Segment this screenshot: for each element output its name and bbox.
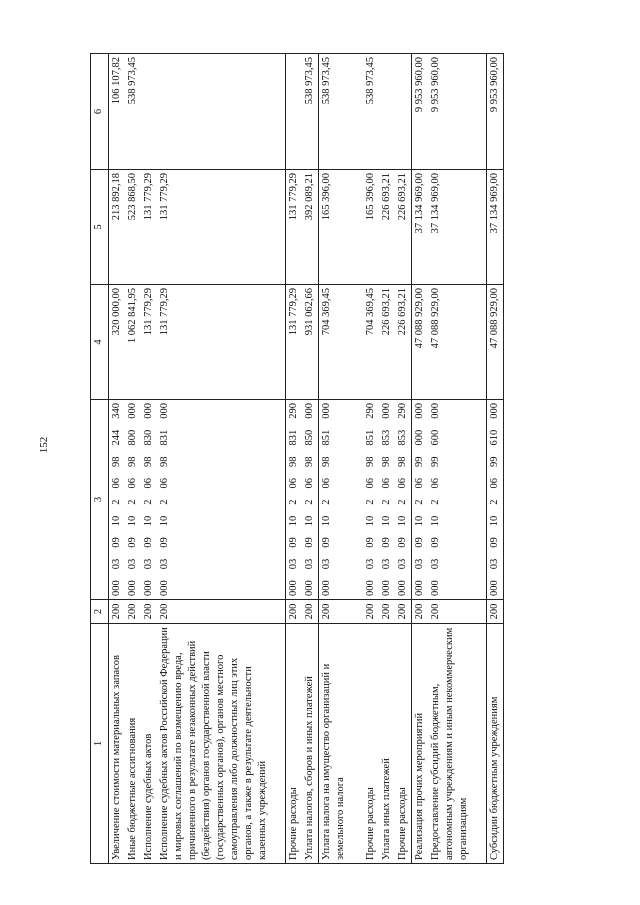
code-part: 000 bbox=[288, 580, 299, 596]
code-part: 000 bbox=[321, 580, 332, 596]
row-col4: 704 369,45 bbox=[319, 285, 350, 400]
code-part: 03 bbox=[489, 558, 500, 570]
row-codes bbox=[302, 400, 319, 600]
code-part: 600 bbox=[430, 429, 441, 446]
code-group bbox=[488, 403, 502, 596]
row-codes bbox=[125, 400, 141, 600]
table-row bbox=[363, 54, 379, 864]
spacer-row bbox=[472, 54, 487, 864]
code-part: 290 bbox=[365, 403, 376, 419]
code-part: 2 bbox=[304, 499, 315, 505]
code-part: 09 bbox=[127, 537, 138, 548]
code-part: 2 bbox=[489, 499, 500, 505]
row-col5: 213 892,18 bbox=[109, 170, 126, 285]
code-part: 10 bbox=[127, 515, 138, 527]
table-row bbox=[141, 54, 157, 864]
row-col6 bbox=[395, 54, 412, 170]
code-part: 000 bbox=[381, 403, 392, 419]
code-part: 06 bbox=[143, 478, 154, 489]
row-col2: 200 bbox=[141, 600, 157, 624]
spacer-cell bbox=[349, 400, 363, 600]
spacer-cell bbox=[271, 624, 286, 864]
spacer-cell bbox=[271, 600, 286, 624]
row-col6: 106 107,82 bbox=[109, 54, 126, 170]
spacer-cell bbox=[349, 54, 363, 170]
row-name: Иные бюджетные ассигнования bbox=[125, 624, 141, 864]
code-part: 09 bbox=[430, 537, 441, 548]
code-part: 03 bbox=[288, 558, 299, 570]
code-part: 000 bbox=[111, 580, 122, 596]
table-row bbox=[302, 54, 319, 864]
row-name: Прочие расходы bbox=[286, 624, 303, 864]
spacer-cell bbox=[271, 285, 286, 400]
code-part: 09 bbox=[397, 537, 408, 548]
code-part: 2 bbox=[127, 499, 138, 505]
table-row bbox=[319, 54, 350, 864]
code-part: 06 bbox=[365, 478, 376, 489]
row-name: Уплата налога на имущество организаций и земельного налога bbox=[319, 624, 350, 864]
spacer-cell bbox=[472, 600, 487, 624]
code-part: 831 bbox=[288, 429, 299, 446]
code-group bbox=[380, 403, 394, 596]
code-part: 2 bbox=[321, 499, 332, 505]
row-codes bbox=[487, 400, 504, 600]
row-col2: 200 bbox=[487, 600, 504, 624]
code-part: 09 bbox=[288, 537, 299, 548]
code-part: 2 bbox=[430, 499, 441, 505]
code-part: 10 bbox=[365, 515, 376, 527]
row-col6: 538 973,45 bbox=[319, 54, 350, 170]
row-col4: 320 000,00 bbox=[109, 285, 126, 400]
code-part: 2 bbox=[159, 499, 170, 505]
code-part: 06 bbox=[397, 478, 408, 489]
code-part: 000 bbox=[159, 580, 170, 596]
code-group bbox=[396, 403, 410, 596]
spacer-cell bbox=[271, 170, 286, 285]
code-part: 03 bbox=[397, 558, 408, 570]
row-col4: 931 062,66 bbox=[302, 285, 319, 400]
row-col6: 9 953 960,00 bbox=[428, 54, 472, 170]
code-part: 98 bbox=[111, 456, 122, 467]
code-part: 98 bbox=[381, 456, 392, 467]
code-part: 09 bbox=[304, 537, 315, 548]
table-row bbox=[487, 54, 504, 864]
row-col5: 37 134 969,00 bbox=[487, 170, 504, 285]
row-col2: 200 bbox=[428, 600, 472, 624]
row-name: Прочие расходы bbox=[395, 624, 412, 864]
code-part: 06 bbox=[159, 478, 170, 489]
code-part: 850 bbox=[304, 429, 315, 446]
code-part: 2 bbox=[288, 499, 299, 505]
code-part: 2 bbox=[365, 499, 376, 505]
code-part: 000 bbox=[321, 403, 332, 419]
code-part: 000 bbox=[127, 403, 138, 419]
budget-table bbox=[90, 53, 504, 864]
code-part: 830 bbox=[143, 429, 154, 446]
page-number: 152 bbox=[38, 436, 50, 454]
code-part: 98 bbox=[127, 456, 138, 467]
row-col4: 1 062 841,95 bbox=[125, 285, 141, 400]
code-part: 06 bbox=[321, 478, 332, 489]
code-part: 06 bbox=[381, 478, 392, 489]
code-group bbox=[429, 403, 443, 596]
header-cell: 3 bbox=[91, 400, 109, 600]
code-part: 2 bbox=[397, 499, 408, 505]
row-name: Увеличение стоимости материальных запасов bbox=[109, 624, 126, 864]
row-col5: 226 693,21 bbox=[379, 170, 395, 285]
row-name: Реализация прочих мероприятий bbox=[412, 624, 429, 864]
code-part: 000 bbox=[414, 403, 425, 419]
code-part: 000 bbox=[381, 580, 392, 596]
code-part: 000 bbox=[143, 403, 154, 419]
code-part: 000 bbox=[304, 403, 315, 419]
row-col2: 200 bbox=[319, 600, 350, 624]
row-col6: 538 973,45 bbox=[125, 54, 141, 170]
code-part: 2 bbox=[381, 499, 392, 505]
row-codes bbox=[412, 400, 429, 600]
code-group bbox=[142, 403, 156, 596]
rotated-page bbox=[90, 54, 504, 864]
header-cell: 1 bbox=[91, 624, 109, 864]
row-codes bbox=[109, 400, 126, 600]
code-part: 10 bbox=[304, 515, 315, 527]
spacer-cell bbox=[271, 54, 286, 170]
code-part: 10 bbox=[381, 515, 392, 527]
code-part: 98 bbox=[143, 456, 154, 467]
row-col5: 392 089,21 bbox=[302, 170, 319, 285]
table-row bbox=[125, 54, 141, 864]
code-part: 10 bbox=[321, 515, 332, 527]
code-part: 99 bbox=[414, 456, 425, 467]
code-part: 2 bbox=[111, 499, 122, 505]
code-part: 03 bbox=[414, 558, 425, 570]
header-cell: 5 bbox=[91, 170, 109, 285]
row-col2: 200 bbox=[157, 600, 271, 624]
row-col6: 538 973,45 bbox=[302, 54, 319, 170]
code-group bbox=[110, 403, 124, 596]
code-part: 10 bbox=[397, 515, 408, 527]
code-part: 10 bbox=[159, 515, 170, 527]
row-col6: 9 953 960,00 bbox=[412, 54, 429, 170]
row-col2: 200 bbox=[109, 600, 126, 624]
spacer-cell bbox=[472, 54, 487, 170]
row-codes bbox=[286, 400, 303, 600]
row-col5: 131 779,29 bbox=[286, 170, 303, 285]
code-part: 000 bbox=[414, 580, 425, 596]
spacer-cell bbox=[349, 600, 363, 624]
header-row bbox=[91, 54, 109, 864]
code-part: 000 bbox=[430, 403, 441, 419]
code-part: 244 bbox=[111, 429, 122, 446]
code-part: 10 bbox=[430, 515, 441, 527]
code-part: 09 bbox=[414, 537, 425, 548]
code-part: 10 bbox=[143, 515, 154, 527]
code-part: 03 bbox=[127, 558, 138, 570]
row-codes bbox=[141, 400, 157, 600]
code-part: 98 bbox=[365, 456, 376, 467]
row-col5: 165 396,00 bbox=[319, 170, 350, 285]
code-part: 06 bbox=[414, 478, 425, 489]
header-cell: 2 bbox=[91, 600, 109, 624]
table-row bbox=[109, 54, 126, 864]
code-part: 03 bbox=[304, 558, 315, 570]
row-name: Субсидии бюджетным учреждениям bbox=[487, 624, 504, 864]
row-codes bbox=[363, 400, 379, 600]
row-col2: 200 bbox=[395, 600, 412, 624]
row-col2: 200 bbox=[125, 600, 141, 624]
code-part: 09 bbox=[489, 537, 500, 548]
code-group bbox=[126, 403, 140, 596]
code-part: 290 bbox=[288, 403, 299, 419]
row-codes bbox=[379, 400, 395, 600]
table-row bbox=[395, 54, 412, 864]
code-part: 000 bbox=[127, 580, 138, 596]
spacer-cell bbox=[472, 170, 487, 285]
code-part: 290 bbox=[397, 403, 408, 419]
code-part: 000 bbox=[414, 429, 425, 446]
code-part: 853 bbox=[397, 429, 408, 446]
table-row bbox=[286, 54, 303, 864]
row-col2: 200 bbox=[412, 600, 429, 624]
code-part: 610 bbox=[489, 429, 500, 446]
code-part: 09 bbox=[365, 537, 376, 548]
row-name: Предоставление субсидий бюджетным, автономным учреждениям и иным некоммерческим организациям bbox=[428, 624, 472, 864]
code-part: 10 bbox=[288, 515, 299, 527]
spacer-row bbox=[271, 54, 286, 864]
row-col5: 523 868,50 bbox=[125, 170, 141, 285]
code-part: 831 bbox=[159, 429, 170, 446]
row-codes bbox=[157, 400, 271, 600]
row-col5: 37 134 969,00 bbox=[428, 170, 472, 285]
row-col4: 131 779,29 bbox=[157, 285, 271, 400]
code-part: 09 bbox=[159, 537, 170, 548]
code-part: 2 bbox=[414, 499, 425, 505]
spacer-cell bbox=[472, 400, 487, 600]
code-part: 03 bbox=[321, 558, 332, 570]
spacer-cell bbox=[472, 285, 487, 400]
code-part: 2 bbox=[143, 499, 154, 505]
row-col4: 131 779,29 bbox=[141, 285, 157, 400]
code-part: 06 bbox=[304, 478, 315, 489]
row-col2: 200 bbox=[379, 600, 395, 624]
code-part: 800 bbox=[127, 429, 138, 446]
code-part: 98 bbox=[397, 456, 408, 467]
row-col6 bbox=[141, 54, 157, 170]
code-part: 03 bbox=[381, 558, 392, 570]
code-part: 851 bbox=[321, 429, 332, 446]
row-codes bbox=[395, 400, 412, 600]
row-col4: 131 779,29 bbox=[286, 285, 303, 400]
row-col4: 47 088 929,00 bbox=[412, 285, 429, 400]
code-group bbox=[413, 403, 427, 596]
code-part: 99 bbox=[430, 456, 441, 467]
code-part: 03 bbox=[143, 558, 154, 570]
row-col5: 37 134 969,00 bbox=[412, 170, 429, 285]
code-part: 000 bbox=[365, 580, 376, 596]
row-name: Уплата иных платежей bbox=[379, 624, 395, 864]
code-part: 98 bbox=[288, 456, 299, 467]
code-part: 99 bbox=[489, 456, 500, 467]
table-row bbox=[157, 54, 271, 864]
code-part: 000 bbox=[143, 580, 154, 596]
spacer-cell bbox=[271, 400, 286, 600]
code-part: 853 bbox=[381, 429, 392, 446]
code-part: 10 bbox=[489, 515, 500, 527]
row-name: Исполнение судебных актов Российской Федерации и мировых соглашений по возмещению вреда, причиненного в результате незаконных действий (бездействия) органов государственной власти (государственных органов), органов местного самоуправления либо должностных лиц этих органов, а также в результате деятельности казенных учреждений bbox=[157, 624, 271, 864]
table-row bbox=[379, 54, 395, 864]
code-part: 000 bbox=[304, 580, 315, 596]
row-col4: 47 088 929,00 bbox=[487, 285, 504, 400]
spacer-row bbox=[349, 54, 363, 864]
spacer-cell bbox=[349, 170, 363, 285]
row-col6 bbox=[379, 54, 395, 170]
code-part: 03 bbox=[159, 558, 170, 570]
code-group bbox=[158, 403, 172, 596]
code-part: 98 bbox=[304, 456, 315, 467]
code-part: 03 bbox=[111, 558, 122, 570]
code-part: 09 bbox=[321, 537, 332, 548]
code-group bbox=[364, 403, 378, 596]
code-part: 06 bbox=[489, 478, 500, 489]
row-col6 bbox=[286, 54, 303, 170]
code-part: 06 bbox=[288, 478, 299, 489]
code-part: 851 bbox=[365, 429, 376, 446]
code-group bbox=[303, 403, 317, 596]
code-part: 03 bbox=[430, 558, 441, 570]
row-col6 bbox=[157, 54, 271, 170]
code-part: 06 bbox=[111, 478, 122, 489]
row-col6: 9 953 960,00 bbox=[487, 54, 504, 170]
code-group bbox=[287, 403, 301, 596]
row-col4: 704 369,45 bbox=[363, 285, 379, 400]
spacer-cell bbox=[349, 624, 363, 864]
row-col4: 47 088 929,00 bbox=[428, 285, 472, 400]
row-col4: 226 693,21 bbox=[379, 285, 395, 400]
row-name: Прочие расходы bbox=[363, 624, 379, 864]
code-part: 06 bbox=[127, 478, 138, 489]
code-part: 10 bbox=[414, 515, 425, 527]
code-part: 10 bbox=[111, 515, 122, 527]
code-part: 000 bbox=[430, 580, 441, 596]
row-col5: 131 779,29 bbox=[157, 170, 271, 285]
code-part: 98 bbox=[159, 456, 170, 467]
code-part: 000 bbox=[489, 403, 500, 419]
spacer-cell bbox=[349, 285, 363, 400]
row-col5: 131 779,29 bbox=[141, 170, 157, 285]
code-part: 03 bbox=[365, 558, 376, 570]
header-cell: 6 bbox=[91, 54, 109, 170]
table-row bbox=[428, 54, 472, 864]
code-part: 09 bbox=[111, 537, 122, 548]
code-group bbox=[320, 403, 334, 596]
row-codes bbox=[428, 400, 472, 600]
header-cell: 4 bbox=[91, 285, 109, 400]
code-part: 000 bbox=[397, 580, 408, 596]
row-col4: 226 693,21 bbox=[395, 285, 412, 400]
code-part: 000 bbox=[159, 403, 170, 419]
row-codes bbox=[319, 400, 350, 600]
code-part: 09 bbox=[381, 537, 392, 548]
row-col2: 200 bbox=[363, 600, 379, 624]
row-col5: 165 396,00 bbox=[363, 170, 379, 285]
table-row bbox=[412, 54, 429, 864]
row-col2: 200 bbox=[302, 600, 319, 624]
code-part: 09 bbox=[143, 537, 154, 548]
code-part: 000 bbox=[489, 580, 500, 596]
row-name: Исполнение судебных актов bbox=[141, 624, 157, 864]
row-name: Уплата налогов, сборов и иных платежей bbox=[302, 624, 319, 864]
code-part: 98 bbox=[321, 456, 332, 467]
row-col5: 226 693,21 bbox=[395, 170, 412, 285]
row-col6: 538 973,45 bbox=[363, 54, 379, 170]
code-part: 06 bbox=[430, 478, 441, 489]
code-part: 340 bbox=[111, 403, 122, 419]
spacer-cell bbox=[472, 624, 487, 864]
row-col2: 200 bbox=[286, 600, 303, 624]
